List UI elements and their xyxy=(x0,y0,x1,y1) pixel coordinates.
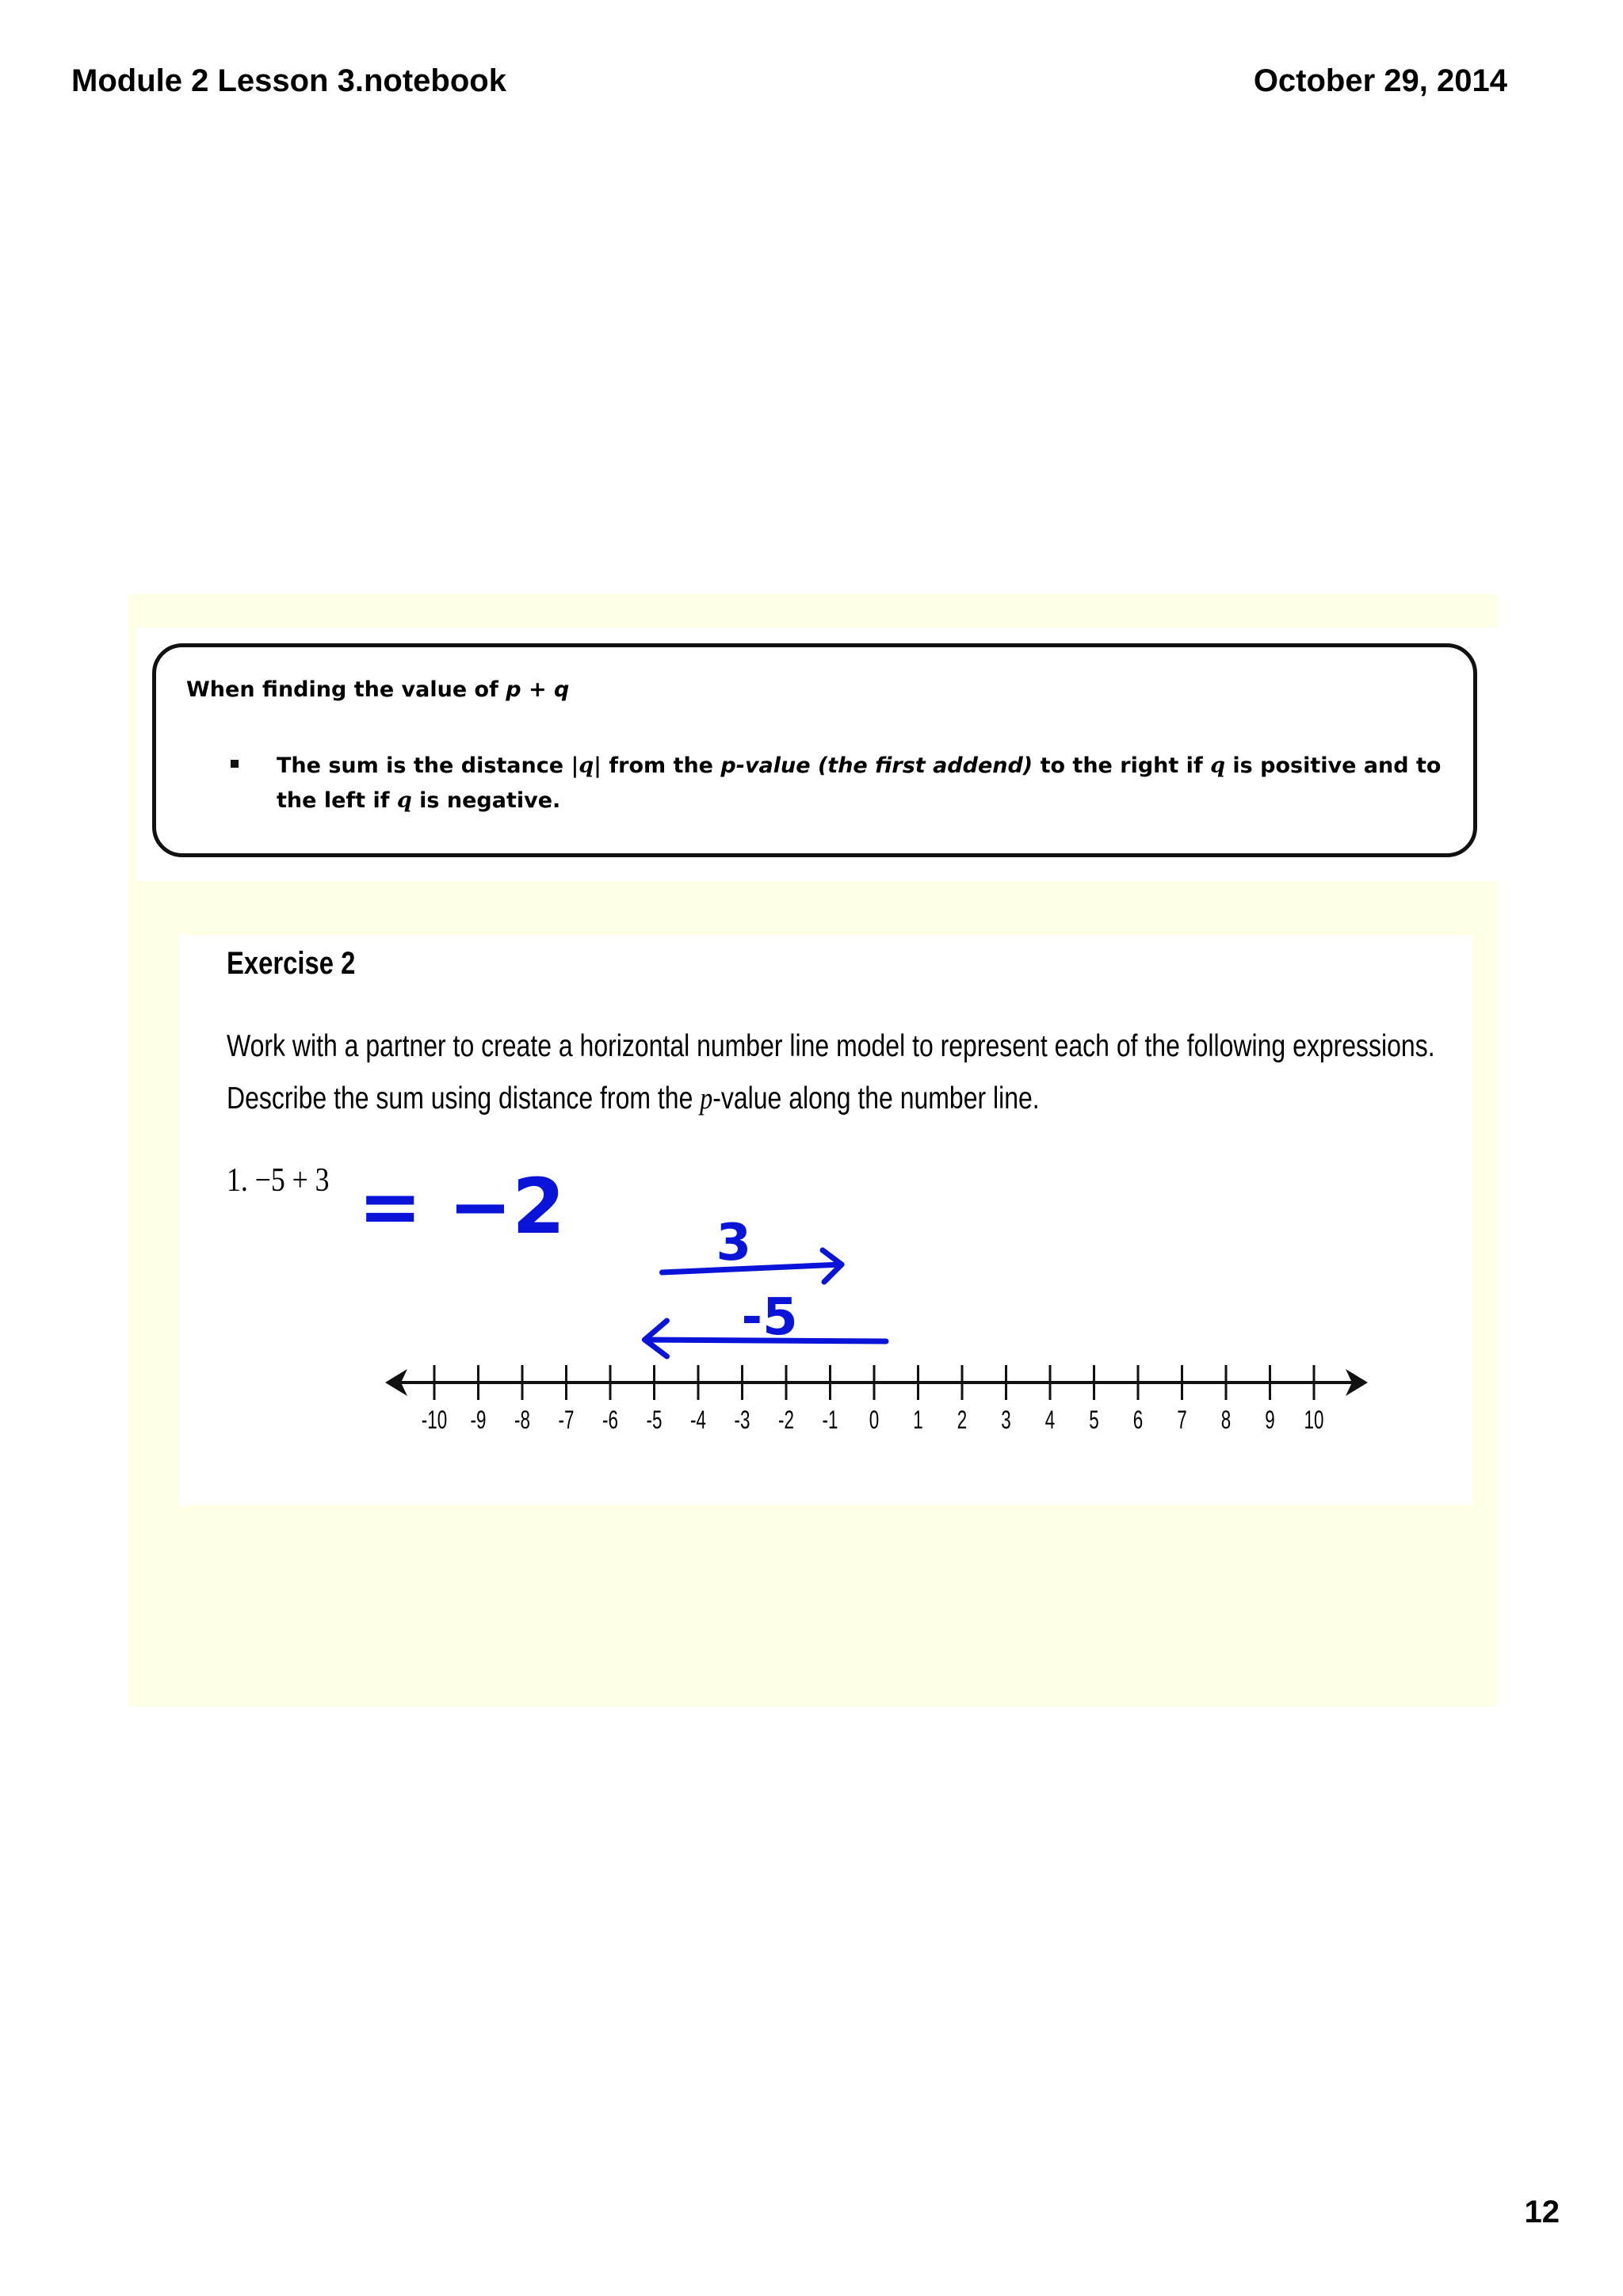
tick-label: 6 xyxy=(1132,1405,1144,1434)
q-variable: q xyxy=(1210,753,1225,778)
arrow-minus-5-label: -5 xyxy=(741,1288,798,1347)
bullet-text-2: from the xyxy=(609,753,713,778)
bullet-text-1: The sum is the distance xyxy=(277,753,564,778)
page-header-date: October 29, 2014 xyxy=(1253,63,1507,98)
page-number: 12 xyxy=(1524,2195,1560,2229)
tick-label: 3 xyxy=(1001,1405,1011,1434)
q-variable: q xyxy=(396,788,412,813)
tick-label: -8 xyxy=(514,1405,530,1434)
tick-label: 2 xyxy=(957,1405,968,1434)
tick-label: -2 xyxy=(778,1405,794,1434)
p-value-phrase: p-value (the first addend) xyxy=(720,753,1033,778)
arrow-plus-3 xyxy=(663,1264,842,1272)
tick-label: 4 xyxy=(1044,1405,1056,1434)
tick-label: -5 xyxy=(646,1405,663,1434)
tick-label: -7 xyxy=(558,1405,575,1434)
bullet-text-3: to the right if xyxy=(1040,753,1203,778)
tick-label: 10 xyxy=(1304,1405,1324,1434)
tick-label: -6 xyxy=(602,1405,618,1434)
tick-label: -4 xyxy=(690,1405,706,1434)
tick-label: 5 xyxy=(1089,1405,1099,1434)
handwritten-answer: = −2 xyxy=(358,1162,566,1251)
tick-label: 0 xyxy=(869,1405,880,1434)
tick-label: -10 xyxy=(421,1405,448,1434)
callout-heading-expression: p + q xyxy=(506,677,570,702)
number-line-ticks xyxy=(422,1365,1324,1434)
tick-label: 8 xyxy=(1220,1405,1232,1434)
instructions-text: Work with a partner to create a horizontal number line model to represent each of the following expressions. Describe the sum using distance from the xyxy=(227,1029,1435,1116)
bullet-text-5: is negative. xyxy=(419,788,561,813)
exercise-title: Exercise 2 xyxy=(227,946,356,981)
tick-label: 1 xyxy=(913,1405,923,1434)
callout-heading-text: When finding the value of xyxy=(186,677,498,702)
arrow-plus-3-label: 3 xyxy=(716,1214,752,1272)
bullet-text-4: is positive and to the left if xyxy=(277,753,1442,813)
instructions-text-end: -value along the number line. xyxy=(712,1081,1040,1116)
abs-q: |q| xyxy=(571,753,601,778)
page-header-title: Module 2 Lesson 3.notebook xyxy=(71,63,506,98)
tick-label: 9 xyxy=(1265,1405,1275,1434)
tick-label: -1 xyxy=(822,1405,838,1434)
tick-label: -3 xyxy=(734,1405,750,1434)
handwritten-annotations xyxy=(358,1162,886,1356)
tick-label: -9 xyxy=(470,1405,487,1434)
tick-label: 7 xyxy=(1177,1405,1187,1434)
problem-1-label: 1. −5 + 3 xyxy=(227,1162,330,1199)
number-line xyxy=(385,1369,1368,1396)
p-variable: p xyxy=(700,1081,713,1116)
